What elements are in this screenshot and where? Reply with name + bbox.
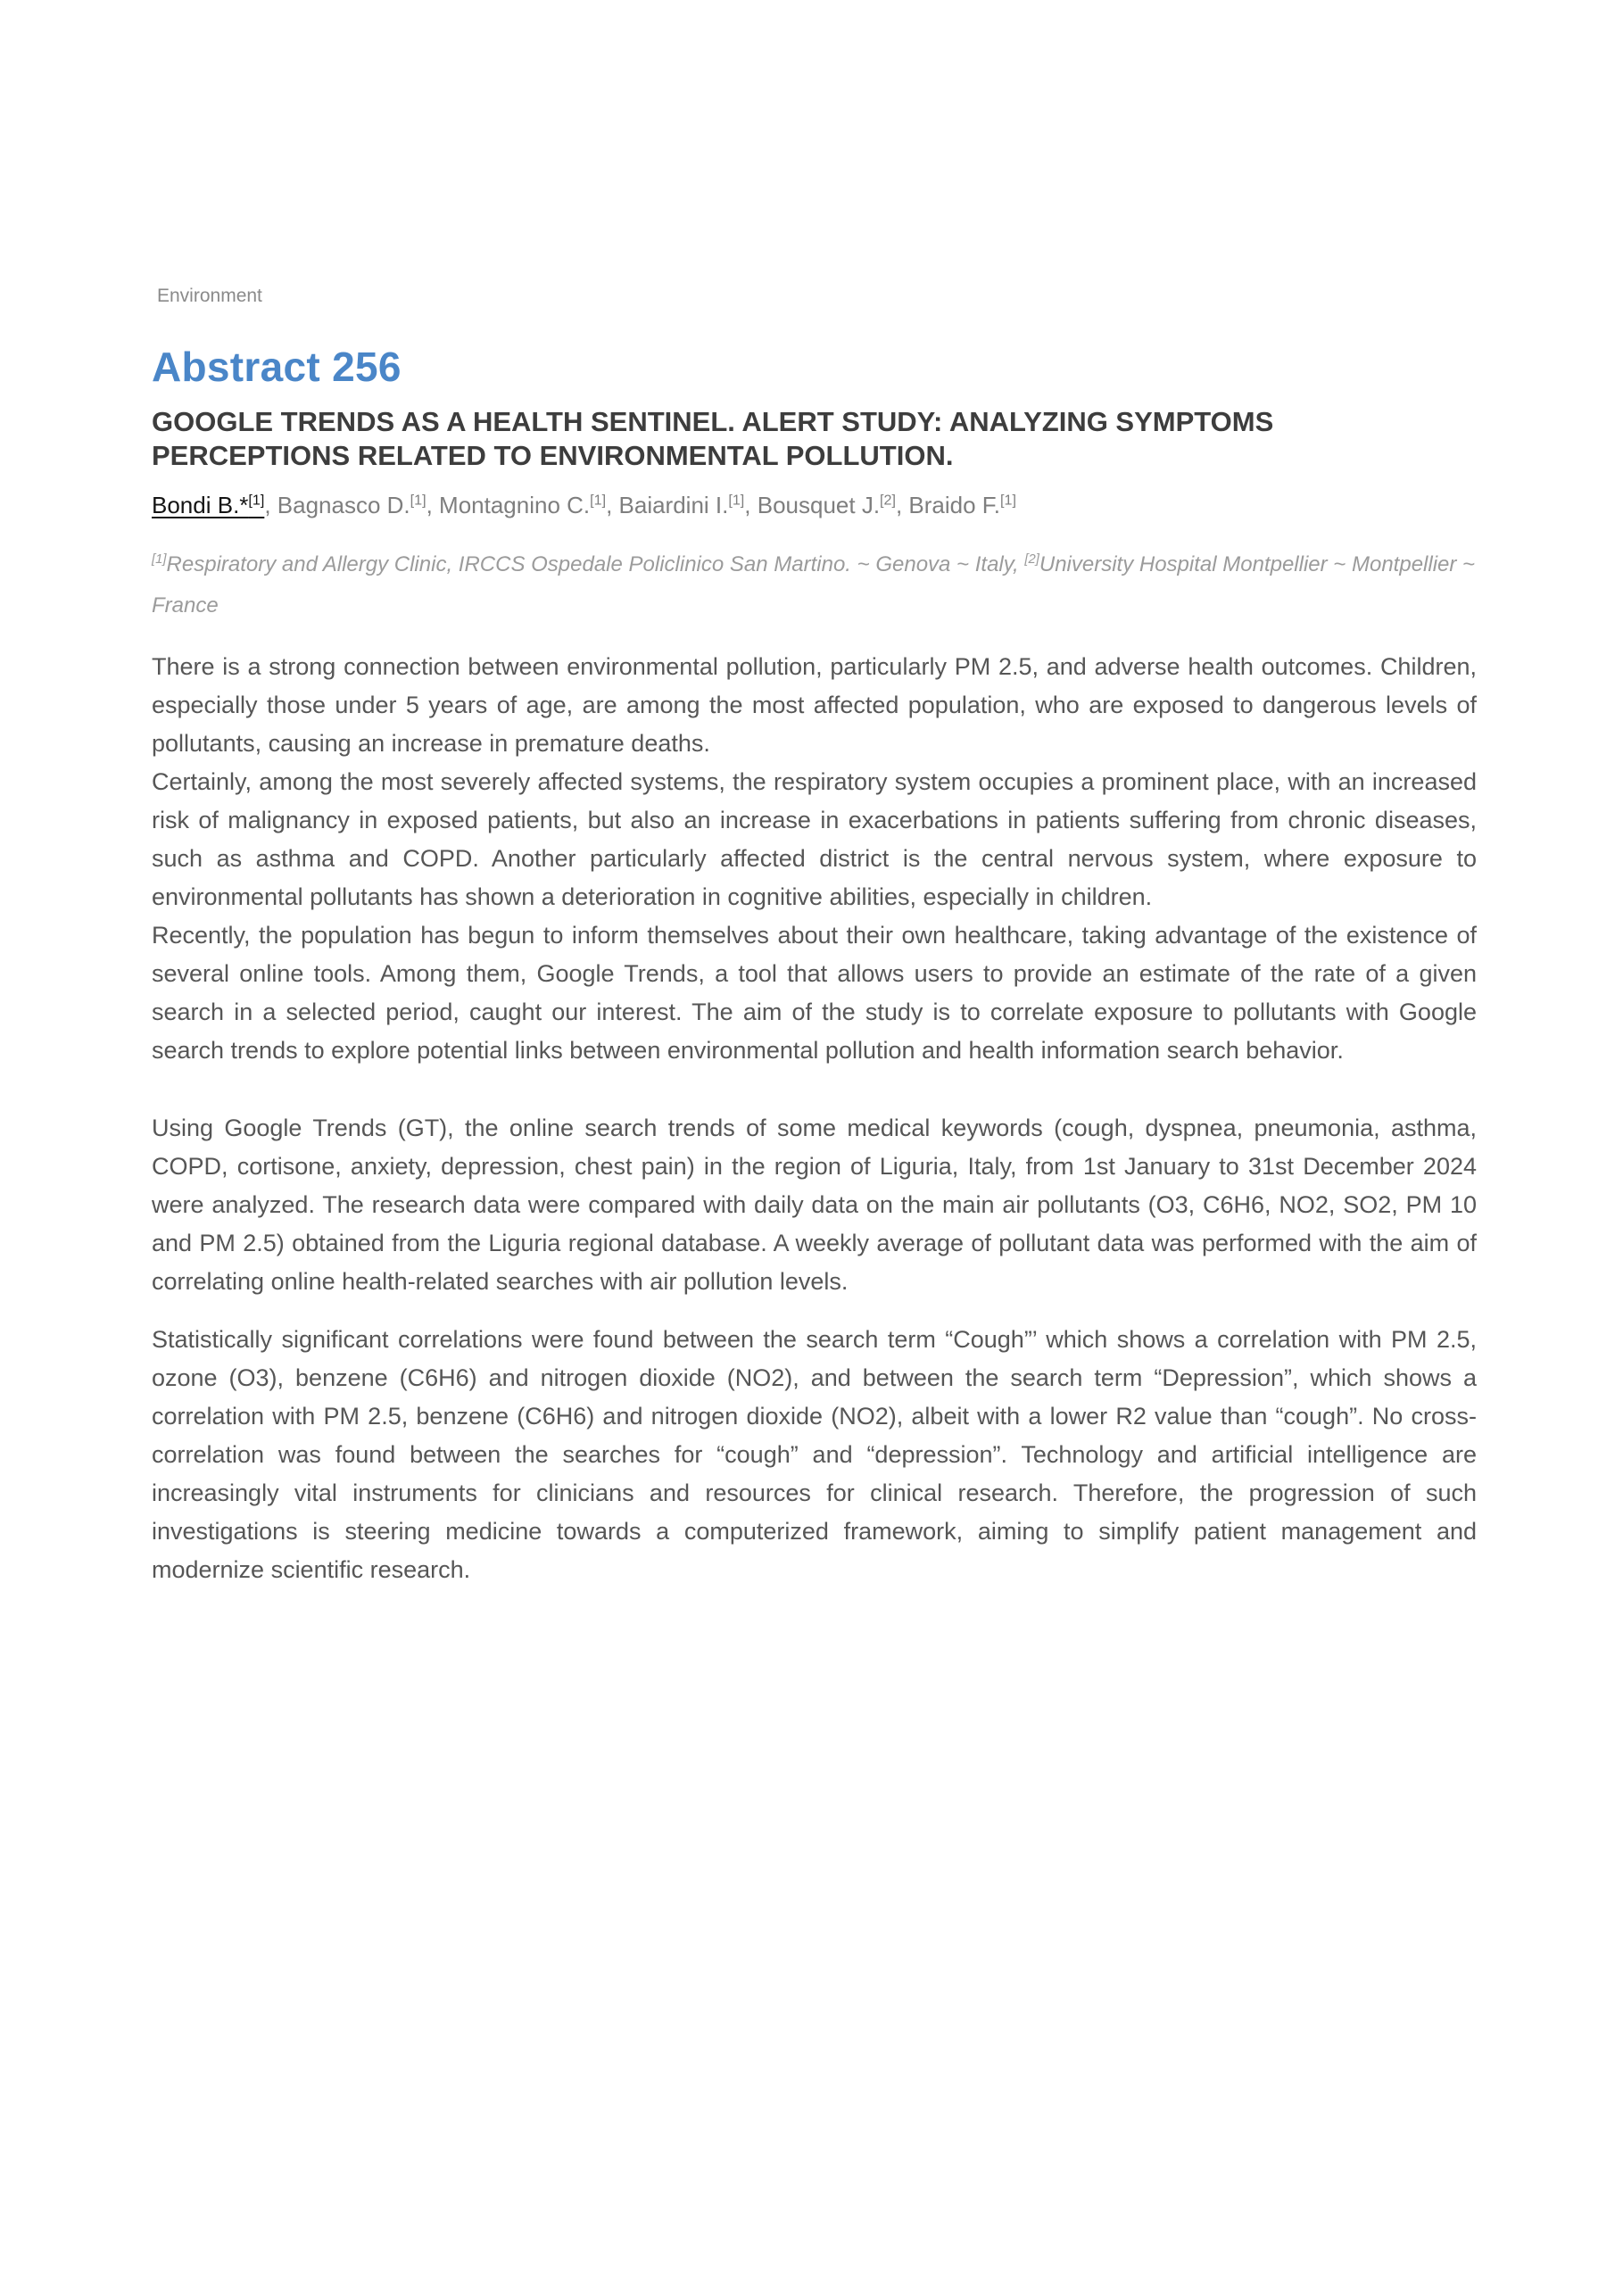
author-affiliation-ref: [1] [1000,492,1016,509]
abstract-section-1 [152,648,1477,1070]
author-affiliation-ref: [1] [728,492,745,509]
author-name: Bagnasco D. [277,492,410,519]
author-affiliation-ref: [1] [410,492,426,509]
author-separator: , [606,492,619,519]
affiliation-ref: [1] [152,552,167,568]
author-separator: , [426,492,440,519]
author-name: Bondi B.* [152,492,249,519]
abstract-body [152,648,1477,1589]
author-affiliation-ref: [2] [880,492,896,509]
author-separator: , [744,492,758,519]
author-name: Bousquet J. [757,492,881,519]
author-affiliation-ref: [1] [590,492,607,509]
author-4 [619,492,745,518]
author-name: Braido F. [908,492,1001,519]
author-5 [758,492,896,518]
affiliation-text: Respiratory and Allergy Clinic, IRCCS Ospedale Policlinico San Martino. ~ Genova ~ Italy, [166,552,1019,577]
paragraph: Certainly, among the most severely affected systems, the respiratory system occupies a prominent place, with an increased risk of malignancy in exposed patients, but also an increase in exacerbations in patients suffering from chronic diseases, such as asthma and COPD. Another particularly affected district is the central nervous system, where exposure to environmental pollutants has shown a deterioration in cognitive abilities, especially in children. [152,768,1477,911]
author-name: Montagnino C. [439,492,591,519]
paragraph: Recently, the population has begun to inform themselves about their own healthcare, taking advantage of the existence of several online tools. Among them, Google Trends, a tool that allows users to provide an estimate of the rate of a given search in a selected period, caught our interest. The aim of the study is to correlate exposure to pollutants with Google search trends to explore potential links between environmental pollution and health information search behavior. [152,922,1477,1065]
author-6 [908,492,1016,518]
affiliation-list [152,544,1477,626]
paragraph: Statistically significant correlations were found between the search term “Cough”’ which shows a correlation with PM 2.5, ozone (O3), benzene (C6H6) and nitrogen dioxide (NO2), and between the search term “Depression”, which shows a correlation with PM 2.5, benzene (C6H6) and nitrogen dioxide (NO2), albeit with a lower R2 value than “cough”. No cross-correlation was found between the searches for “cough” and “depression”. Technology and artificial intelligence are increasingly vital instruments for clinicians and resources for clinical research. Therefore, the progression of such investigations is steering medicine towards a computerized framework, aiming to simplify patient management and modernize scientific research. [152,1326,1477,1584]
author-3 [439,492,606,518]
paper-title: GOOGLE TRENDS AS A HEALTH SENTINEL. ALERT STUDY: ANALYZING SYMPTOMS PERCEPTIONS RELATED TO ENVIRONMENTAL POLLUTION. [152,405,1274,472]
abstract-number-heading: Abstract 256 [152,344,402,391]
affiliation-text: University Hospital Montpellier ~ Montpellier ~ France [152,552,1476,618]
author-name: Baiardini I. [618,492,729,519]
author-1 [152,492,264,518]
category-label: Environment [157,286,262,306]
author-list [152,491,1477,521]
abstract-section-2 [152,1109,1477,1301]
paragraph: Using Google Trends (GT), the online search trends of some medical keywords (cough, dyspnea, pneumonia, asthma, COPD, cortisone, anxiety, depression, chest pain) in the region of Liguria, Italy, from 1st January to 31st December 2024 were analyzed. The research data were compared with daily data on the main air pollutants (O3, C6H6, NO2, SO2, PM 10 and PM 2.5) obtained from the Liguria regional database. A weekly average of pollutant data was performed with the aim of correlating online health-related searches with air pollution levels. [152,1115,1477,1296]
abstract-section-3 [152,1321,1477,1589]
paragraph: There is a strong connection between environmental pollution, particularly PM 2.5, and adverse health outcomes. Children, especially those under 5 years of age, are among the most affected population, who are exposed to dangerous levels of pollutants, causing an increase in premature deaths. [152,653,1477,758]
author-2 [277,492,426,518]
affiliation-ref: [2] [1024,552,1039,568]
author-affiliation-ref: [1] [248,492,265,509]
author-separator: , [895,492,909,519]
author-separator: , [264,492,277,519]
